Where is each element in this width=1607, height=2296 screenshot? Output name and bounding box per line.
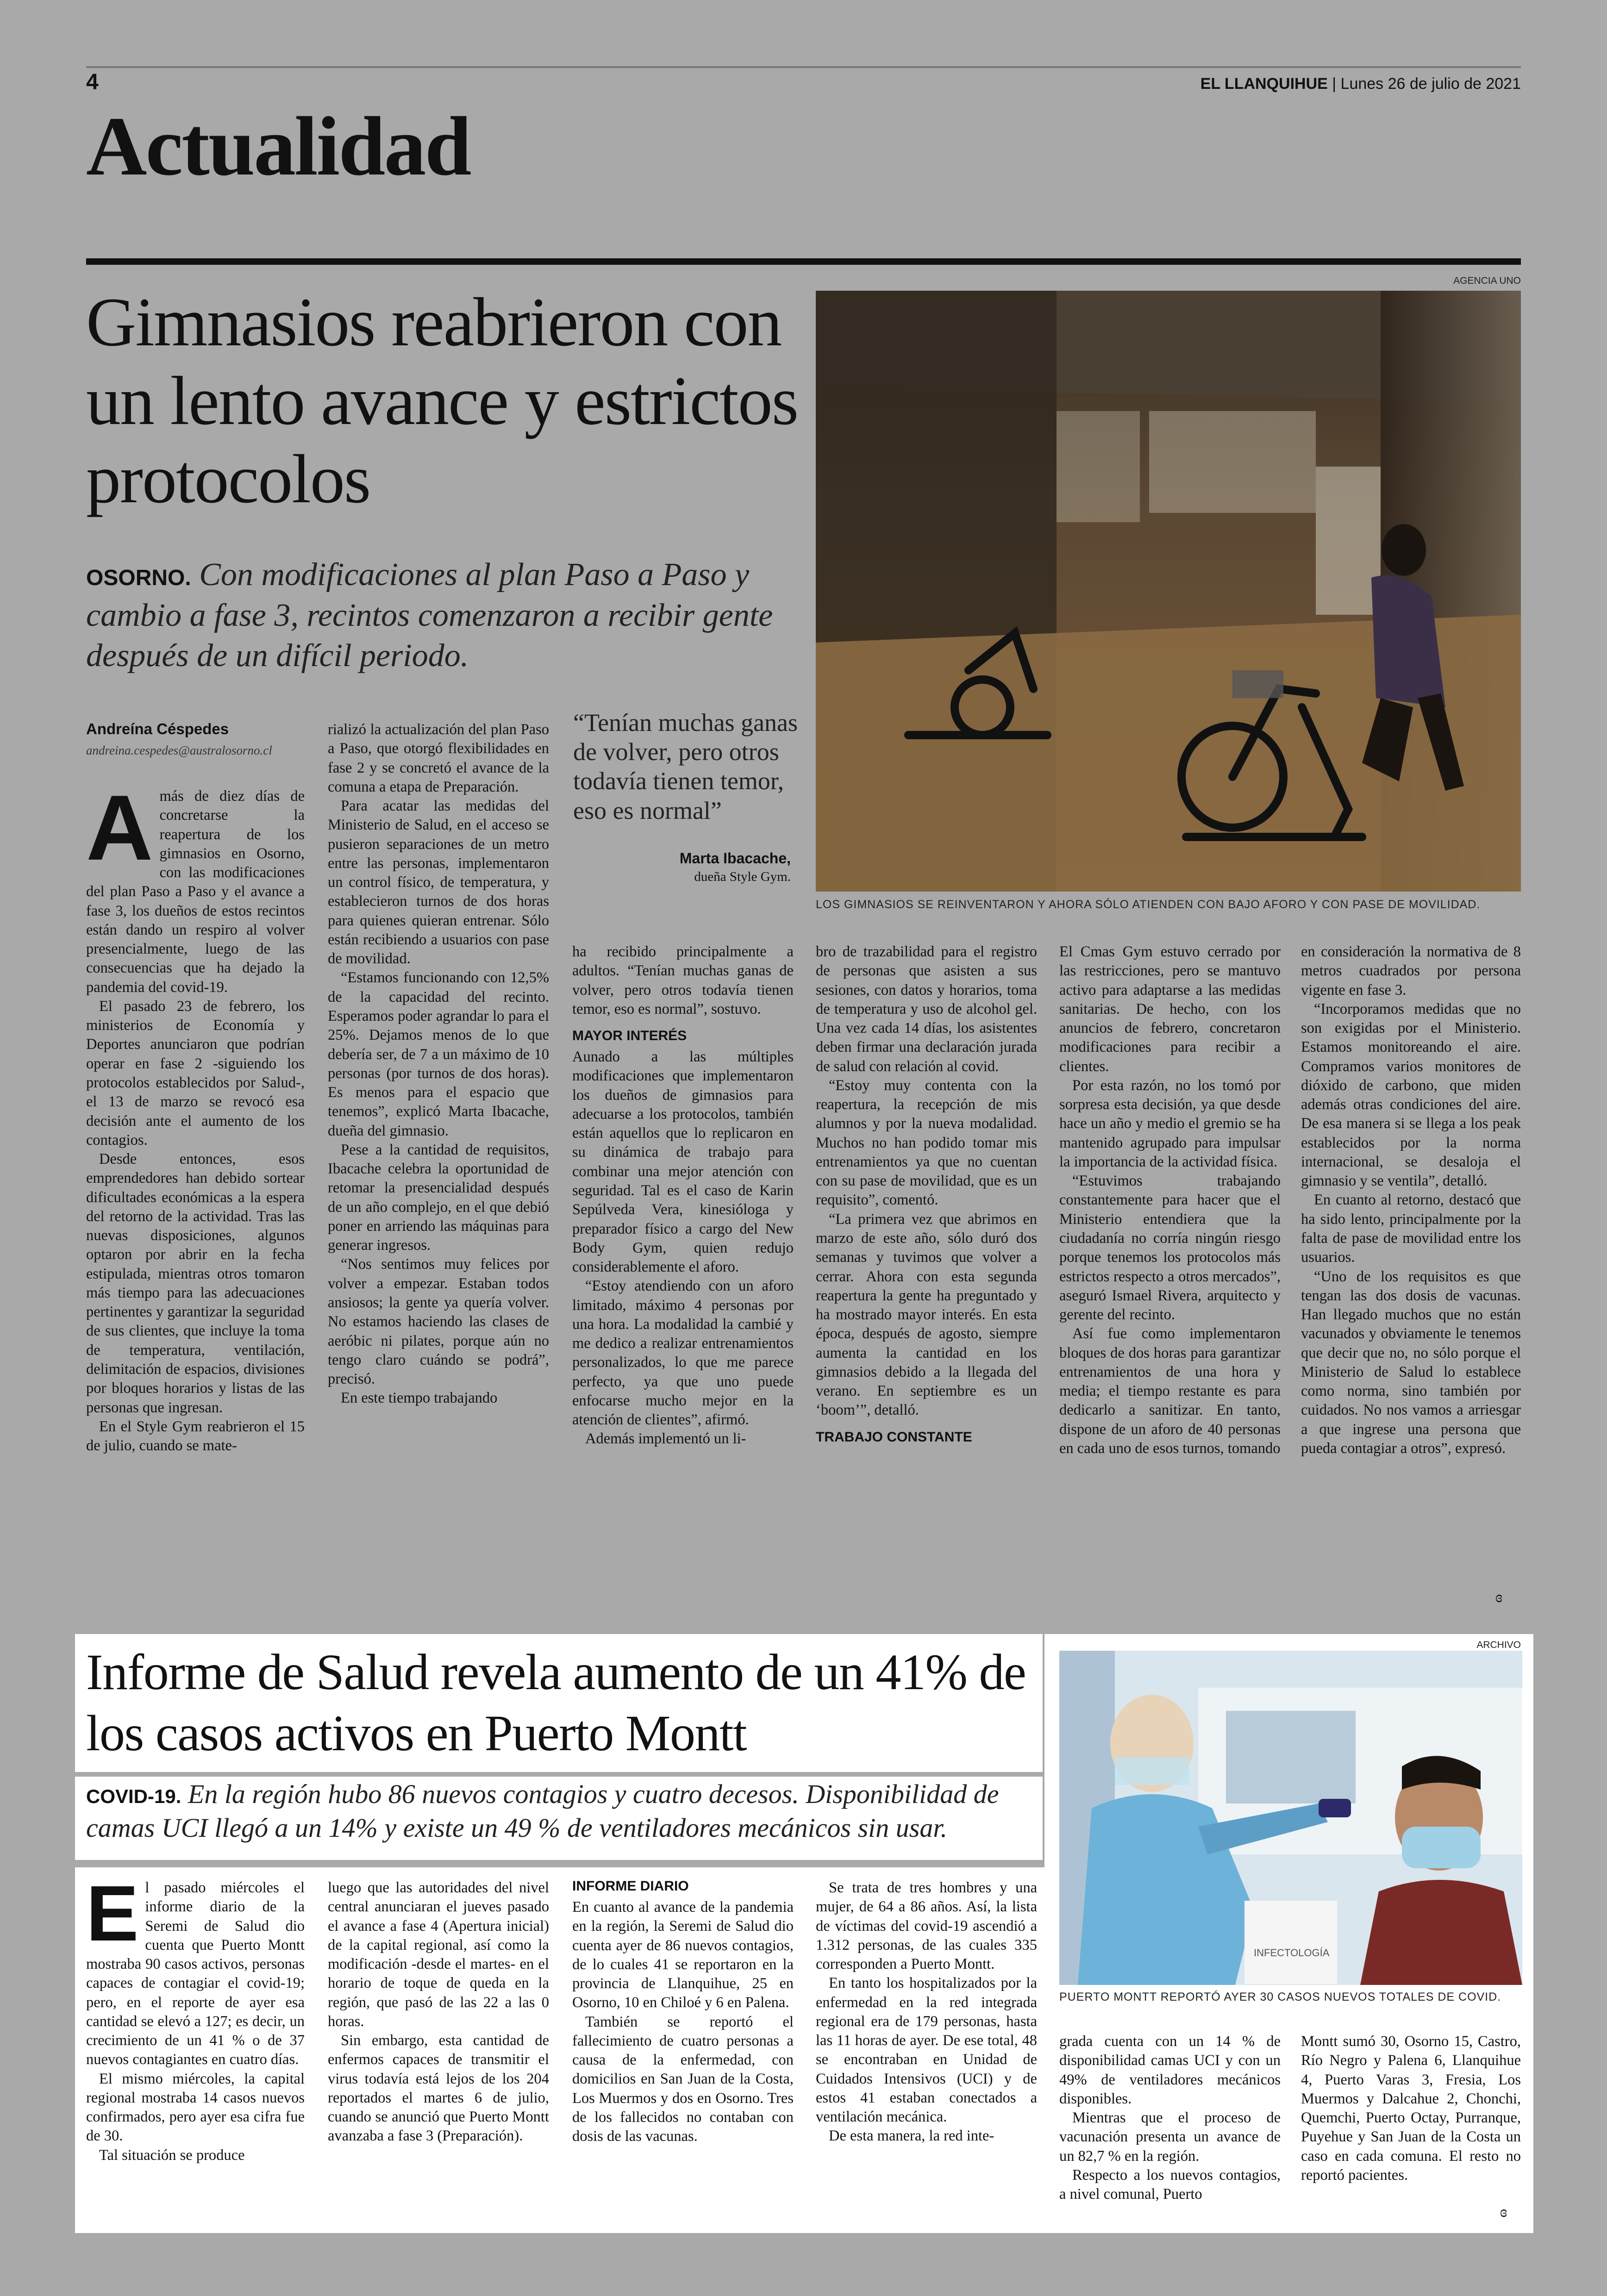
paragraph: Aunado a las múltiples modificaciones que implementaron los dueños de gimnasios para adecuarse a los protocolos, también están aquellos que lo replicaron en su dinámica de trabajo para combinar una mejor atención con seguridad. Tal es el caso de Karin Sepúlveda Vera, kinesióloga y preparador físico a cargo del New Body Gym, quien redujo considerablemente el aforo. bbox=[572, 1048, 794, 1276]
pull-quote-role: dueña Style Gym. bbox=[694, 869, 791, 884]
byline-author: Andreína Céspedes bbox=[86, 720, 229, 737]
paragraph: “Estoy atendiendo con un aforo limitado, máximo 4 personas por una hora. La modalidad la cambié y me dedico a realizar entrenamientos personalizados, lo que me parece perfecto, ya que uno puede enfocarse mucho mejor en la atención de clientes”, afirmó. bbox=[572, 1278, 794, 1429]
masthead: EL LLANQUIHUE | Lunes 26 de julio de 2021 bbox=[1200, 75, 1521, 93]
paragraph: Por esta razón, no los tomó por sorpresa esta decisión, ya que desde hace un año y medio el gremio se ha mantenido agrupado para impulsar la importancia de la actividad física. bbox=[1059, 1077, 1281, 1170]
header-rule bbox=[86, 66, 1521, 68]
article-column-5 bbox=[1059, 942, 1281, 1458]
article2-headline: Informe de Salud revela aumento de un 41% de los casos activos en Puerto Montt bbox=[86, 1644, 1026, 1761]
article-column-1 bbox=[86, 776, 305, 1455]
paragraph: “Incorporamos medidas que no son exigidas por el Ministerio. Estamos monitoreando el aire. Compramos varios monitores de dióxido de carbono, que miden además otras condiciones del aire. De esa manera si se llega a los peak establecidos por la norma internacional, se desaloja el gimnasio y se ventila”, detalló. bbox=[1301, 1000, 1521, 1190]
paragraph: Desde entonces, esos emprendedores han debido sortear dificultades económicas a la espera del retorno de la actividad. Tras las nuevas disposiciones, algunos optaron por abrir en la fecha estipulada, mientras otros tomaron más tiempo para las adecuaciones pertinentes y garantizar la seguridad de sus clientes, que incluye la toma de temperatura, ventilación, delimitación de espacios, divisiones por bloques horarios y listas de las personas que ingresan. bbox=[86, 1151, 305, 1416]
paragraph: Además implementó un li- bbox=[585, 1430, 746, 1447]
paragraph: Sin embargo, esta cantidad de enfermos capaces de transmitir el virus todavía está lejos de los 204 reportados el martes 6 de julio, cuando se anunció que Puerto Montt avanzaba a fase 3 (Preparación). bbox=[328, 2032, 549, 2145]
drop-cap: A bbox=[86, 776, 153, 880]
kicker-text: En la región hubo 86 nuevos contagios y cuatro decesos. Disponibilidad de camas UCI llegó a un 14% y existe un 49 % de ventiladores mecánicos sin usar. bbox=[86, 1779, 999, 1843]
photo-credit: AGENCIA UNO bbox=[1453, 275, 1521, 286]
paragraph: “Estuvimos trabajando constantemente para hacer que el Ministerio entendiera que la ciudadanía no corría ningún riesgo porque tenemos los protocolos más estrictos respecto a otros mercados”, aseguró Ismael Rivera, arquitecto y gerente del recinto. bbox=[1059, 1173, 1281, 1323]
paragraph: Mientras que el proceso de vacunación presenta un avance de un 82,7 % en la región. bbox=[1059, 2109, 1281, 2165]
paragraph: ha recibido principalmente a adultos. “Tenían muchas ganas de volver, pero otros todavía tienen temor, eso es normal”, sostuvo. bbox=[572, 943, 794, 1017]
paragraph: En cuanto al retorno, destacó que ha sido lento, principalmente por la falta de pase de movilidad entre los usuarios. bbox=[1301, 1192, 1521, 1266]
kicker-text: Con modificaciones al plan Paso a Paso y cambio a fase 3, recintos comenzaron a recibir gente después de un difícil periodo. bbox=[86, 557, 773, 674]
paragraph: El mismo miércoles, la capital regional mostraba 14 casos nuevos confirmados, pero ayer esa cifra fue de 30. bbox=[86, 2070, 305, 2145]
paragraph: grada cuenta con un 14 % de disponibilidad camas UCI y con un 49% de ventiladores mecánicos disponibles. bbox=[1059, 2033, 1281, 2107]
paragraph: “Uno de los requisitos es que tengan las dos dosis de vacunas. Han llegado muchos que no están vacunados y obviamente le tenemos que decir que no, no sólo porque el Ministerio de Salud lo establece como norma, sino también por cuidados. No nos vamos a arriesgar a que ingrese una persona que pueda contagiar a otros”, expresó. bbox=[1301, 1268, 1521, 1457]
photo-sign-text: INFECTOLOGÍA bbox=[1254, 1947, 1330, 1959]
byline-email: andreina.cespedes@australosorno.cl bbox=[86, 743, 272, 757]
kicker-label: COVID-19. bbox=[86, 1785, 181, 1807]
paragraph: Se trata de tres hombres y una mujer, de 64 a 86 años. Así, la lista de víctimas del covid-19 ascendió a 1.312 personas, de las cuales 335 corresponden a Puerto Montt. bbox=[816, 1879, 1037, 1973]
paragraph: en consideración la normativa de 8 metros cuadrados por persona vigente en fase 3. bbox=[1301, 943, 1521, 998]
subheading: TRABAJO CONSTANTE bbox=[816, 1429, 972, 1445]
article2-column-4 bbox=[816, 1878, 1037, 2146]
paragraph: El Cmas Gym estuvo cerrado por las restricciones, pero se mantuvo activo para adaptarse a las medidas sanitarias. De hecho, con los anuncios de febrero, concretaron modificaciones para recibir a clientes. bbox=[1059, 943, 1281, 1075]
paragraph: Respecto a los nuevos contagios, a nivel comunal, Puerto bbox=[1059, 2166, 1281, 2203]
paragraph: De esta manera, la red inte- bbox=[829, 2128, 994, 2145]
pull-quote: “Tenían muchas ganas de volver, pero otros todavía tienen temor, eso es normal” bbox=[573, 709, 798, 824]
issue-date: Lunes 26 de julio de 2021 bbox=[1340, 75, 1521, 93]
paragraph: más de diez días de concretarse la reapertura de los gimnasios en Osorno, con las modificaciones del plan Paso a Paso y el avance a fase 3, los dueños de estos recintos están dando un respiro al volver presencialmente, luego de las consecuencias que ha dejado la pandemia del covid-19. bbox=[86, 788, 305, 996]
article-column-4 bbox=[816, 942, 1037, 1449]
article-column-2 bbox=[328, 720, 549, 1408]
paragraph: Para acatar las medidas del Ministerio de Salud, en el acceso se pusieron separaciones de un metro entre las personas, implementaron un control físico, de temperatura, y establecieron turnos de dos horas para quienes quieran entrenar. Sólo están recibiendo a usuarios con pase de movilidad. bbox=[328, 798, 549, 967]
article2-column-2 bbox=[328, 1878, 549, 2146]
paragraph: Tal situación se produce bbox=[99, 2146, 245, 2164]
paragraph: “Estamos funcionando con 12,5% de la capacidad del recinto. Esperamos poder agrandar lo para el 25%. Dejamos menos de lo que debería ser, de 7 a un máximo de 10 personas (por turnos de dos horas). Es menos para el espacio que tenemos”, explicó Marta Ibacache, dueña del gimnasio. bbox=[328, 969, 549, 1139]
article2-kicker bbox=[86, 1778, 1035, 1845]
paragraph: “La primera vez que abrimos en marzo de este año, sólo duró dos semanas y tuvimos que volver a cerrar. Ahora con esta segunda reapertura la gente ha preguntado y ha mostrado mayor interés. En esta época, después de agosto, siempre aumenta la cantidad en los gimnasios debido a la llegada del verano. En septiembre es un ‘boom’”, detalló. bbox=[816, 1210, 1037, 1419]
paragraph: En el Style Gym reabrieron el 15 de julio, cuando se mate- bbox=[86, 1418, 305, 1454]
paragraph: En este tiempo trabajando bbox=[341, 1390, 498, 1407]
paragraph: El pasado 23 de febrero, los ministerios de Economía y Deportes anunciaron que podrían operar en fase 2 -siguiendo los protocolos establecidos por Salud-, el 13 de marzo se revocó esa decisión ante el aumento de los contagios. bbox=[86, 998, 305, 1148]
subheading: MAYOR INTERÉS bbox=[572, 1028, 687, 1044]
paragraph: bro de trazabilidad para el registro de personas que asisten a sus sesiones, con datos y horarios, toma de temperatura y uso de alcohol gel. Una vez cada 14 días, los asistentes deben firmar una declaración jurada de salud con relación al covid. bbox=[816, 943, 1037, 1075]
paragraph: También se reportó el fallecimiento de cuatro personas a causa de la enfermedad, con domicilios en San Juan de la Costa, Los Muermos y dos en Osorno. Tres de los fallecidos no contaban con dosis de las vacunas. bbox=[572, 2013, 794, 2145]
paragraph: l pasado miércoles el informe diario de la Seremi de Salud dio cuenta que Puerto Montt mostraba 90 casos activos, personas capaces de contagiar el covid-19; pero, en el reporte de ayer esa cantidad se elevó a 127; es decir, un crecimiento de un 41 % o de 37 nuevos contagiantes en cuatro días. bbox=[86, 1879, 305, 2068]
article-column-3 bbox=[572, 942, 794, 1449]
photo-credit: ARCHIVO bbox=[1476, 1640, 1521, 1650]
paragraph: “Estoy muy contenta con la reapertura, la recepción de mis alumnos y por la nueva modalidad. Muchos no han podido tomar mis entrenamientos ya que no cuentan con su pase de movilidad, que es un requisito”, comentó. bbox=[816, 1077, 1037, 1209]
photo-caption: PUERTO MONTT REPORTÓ AYER 30 CASOS NUEVOS TOTALES DE COVID. bbox=[1059, 1990, 1501, 2003]
paragraph: luego que las autoridades del nivel central anunciaran el jueves pasado el avance a fase 4 (Apertura inicial) de la capital regional, así como la modificación -desde el martes- en el horario de toque de queda en la región, que pasó de las 22 a las 0 horas. bbox=[328, 1879, 549, 2030]
paragraph: En tanto los hospitalizados por la enfermedad en la red integrada regional era de 179 personas, hasta las 11 horas de ayer. De ese total, 48 se encontraban en Unidad de Cuidados Intensivos (UCI) y de estos 41 estaban conectados a ventilación mecánica. bbox=[816, 1975, 1037, 2126]
end-mark-icon: ɞ bbox=[1495, 1589, 1503, 1606]
article2-column-3 bbox=[572, 1870, 794, 2146]
kicker-label: OSORNO. bbox=[86, 566, 191, 590]
article2-column-6 bbox=[1301, 2032, 1521, 2185]
end-mark-icon: ɞ bbox=[1500, 2203, 1507, 2221]
paragraph: En cuanto al avance de la pandemia en la región, la Seremi de Salud dio cuenta ayer de 86 nuevos contagios, de lo cuales 41 se reportaron en la provincia de Llanquihue, 25 en Osorno, 10 en Chiloé y 6 en Palena. bbox=[572, 1899, 794, 2011]
page-number: 4 bbox=[86, 70, 99, 94]
drop-cap: E bbox=[86, 1870, 139, 1958]
subheading: INFORME DIARIO bbox=[572, 1878, 689, 1894]
health-photo bbox=[1059, 1651, 1522, 1985]
pull-quote-name: Marta Ibacache, bbox=[679, 850, 791, 867]
article-column-6 bbox=[1301, 942, 1521, 1458]
article2-column-5 bbox=[1059, 2032, 1281, 2204]
newspaper-name: EL LLANQUIHUE bbox=[1200, 75, 1328, 93]
article2-column-1 bbox=[86, 1870, 305, 2165]
paragraph: Pese a la cantidad de requisitos, Ibacache celebra la oportunidad de retomar la presencialidad después de un año complejo, en el que debió poner en arriendo las máquinas para generar ingresos. bbox=[328, 1141, 549, 1254]
photo-caption: LOS GIMNASIOS SE REINVENTARON Y AHORA SÓLO ATIENDEN CON BAJO AFORO Y CON PASE DE MOVILIDAD. bbox=[816, 898, 1481, 911]
article-headline: Gimnasios reabrieron con un lento avance y estrictos protocolos bbox=[86, 284, 798, 518]
paragraph: Montt sumó 30, Osorno 15, Castro, Río Negro y Palena 6, Llanquihue 4, Puerto Varas 3, Fresia, Los Muermos y Dalcahue 2, Chonchi, Quemchi, Puerto Octay, Purranque, Puyehue y San Juan de la Costa un caso en cada comuna. El resto no reportó pacientes. bbox=[1301, 2033, 1521, 2184]
section-title: Actualidad bbox=[86, 100, 470, 193]
article-kicker bbox=[86, 555, 808, 676]
gym-photo bbox=[816, 291, 1521, 892]
paragraph: Así fue como implementaron bloques de dos horas para garantizar entrenamientos de una hora y media; el tiempo restante es para dedicarlo a sanitizar. En tanto, dispone de un aforo de 40 personas en cada uno de esos turnos, tomando bbox=[1059, 1325, 1281, 1457]
section-rule bbox=[86, 258, 1521, 265]
paragraph: rializó la actualización del plan Paso a Paso, que otorgó flexibilidades en fase 2 y se concretó el avance de la comuna a etapa de Preparación. bbox=[328, 721, 549, 795]
paragraph: “Nos sentimos muy felices por volver a empezar. Estaban todos ansiosos; la gente ya quería volver. No estamos haciendo las clases de aeróbic ni pilates, porque aún no tengo claro cuándo se podrá”, precisó. bbox=[328, 1256, 549, 1388]
